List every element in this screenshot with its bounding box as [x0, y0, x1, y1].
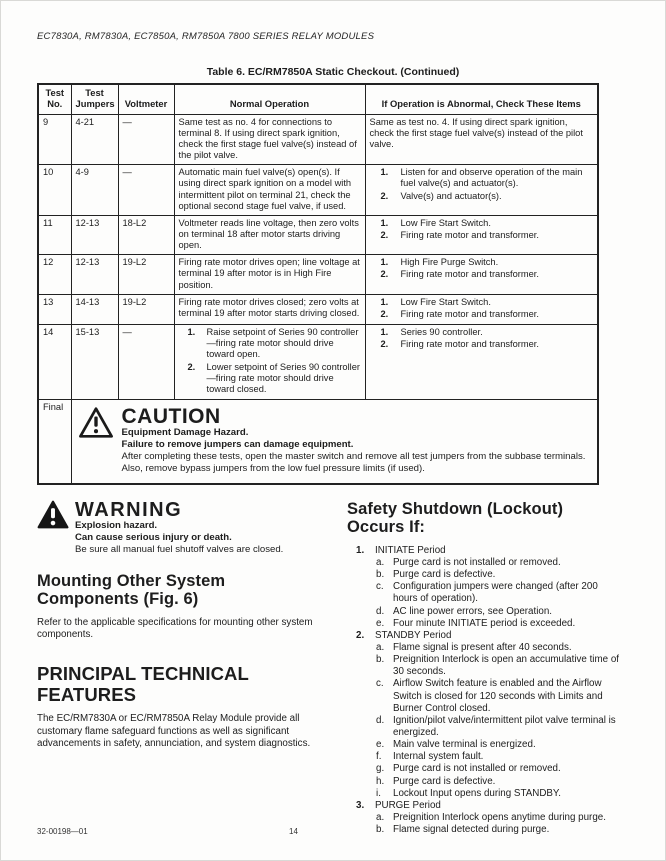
cell-jumpers: 15-13: [71, 325, 118, 400]
cell-abnormal: [365, 294, 598, 324]
caution-line2: Failure to remove jumpers can damage equipment.: [121, 438, 354, 450]
cell-abnormal: Same as test no. 4. If using direct spark ignition, check the first stage fuel valve(s) instead of the pilot valve.: [365, 114, 598, 165]
principal-body: The EC/RM7830A or EC/RM7850A Relay Module provide all customary flame safeguard functions as well as significant advancements in safety, annunciation, and system diagnostics.: [37, 713, 311, 750]
footer-doc-number: 32-00198—01: [37, 827, 88, 836]
sub-list-item: Purge card is defective.: [393, 775, 496, 787]
table-row: [38, 114, 598, 165]
mounting-heading: Mounting Other System Components (Fig. 6): [37, 571, 226, 609]
table-row: [38, 165, 598, 216]
table-header-row: [38, 84, 598, 114]
cell-normal: Voltmeter reads line voltage, then zero volts on terminal 18 after motor starts driving open.: [174, 215, 365, 254]
cell-final-label: Final: [38, 400, 71, 484]
warning-body: Be sure all manual fuel shutoff valves are closed.: [75, 543, 284, 555]
list-item: Low Fire Start Switch.: [400, 296, 491, 307]
cell-test-no: 13: [38, 294, 71, 324]
sub-list-item: Flame signal detected during purge.: [393, 824, 550, 836]
static-checkout-table: [37, 83, 599, 485]
warning-line2: Can cause serious injury or death.: [75, 531, 232, 543]
sub-list-item: Internal system fault.: [393, 751, 484, 763]
sub-list-item: Four minute INITIATE period is exceeded.: [393, 617, 576, 629]
cell-test-no: 11: [38, 215, 71, 254]
list-item-label: STANDBY Period: [375, 629, 452, 641]
caution-body: After completing these tests, open the master switch and remove all test jumpers from the subbase terminals. Also, remove bypass jumpers from the low fuel pressure limits (if used).: [121, 450, 586, 474]
cell-normal: [174, 325, 365, 400]
cell-abnormal: [365, 165, 598, 216]
cell-abnormal: [365, 325, 598, 400]
cell-voltmeter: —: [118, 165, 174, 216]
list-item: Valve(s) and actuator(s).: [400, 190, 502, 201]
list-item-label: INITIATE Period: [375, 544, 446, 556]
caution-line1: Equipment Damage Hazard.: [121, 427, 249, 438]
sub-list-item: Ignition/pilot valve/intermittent pilot valve terminal is energized.: [393, 714, 616, 738]
sub-list-item: Flame signal is present after 40 seconds.: [393, 642, 572, 653]
list-item-label: PURGE Period: [375, 799, 441, 811]
col-header-normal-operation: Normal Operation: [174, 84, 365, 114]
table-row: [38, 325, 598, 400]
cell-normal: Automatic main fuel valve(s) open(s). If using direct spark ignition on a model with intermittent pilot on terminal 21, check the optional second stage fuel valve, if used.: [174, 165, 365, 216]
safety-shutdown-heading: Safety Shutdown (Lockout) Occurs If:: [347, 499, 564, 537]
caution-block: [78, 406, 592, 475]
cell-abnormal: [365, 215, 598, 254]
warning-line1: Explosion hazard.: [75, 519, 158, 531]
cell-normal: Firing rate motor drives closed; zero volts at terminal 19 after motor starts driving closed.: [174, 294, 365, 324]
col-header-voltmeter: Voltmeter: [118, 84, 174, 114]
sub-list-item: Lockout Input opens during STANDBY.: [393, 787, 561, 799]
list-item: Lower setpoint of Series 90 controller—firing rate motor should drive toward closed.: [206, 361, 360, 394]
right-column: [347, 500, 623, 836]
caution-title: CAUTION: [121, 405, 221, 428]
warning-title: WARNING: [75, 498, 183, 521]
list-item: Firing rate motor and transformer.: [400, 269, 539, 280]
table-row: [38, 215, 598, 254]
cell-normal: Firing rate motor drives open; line voltage at terminal 19 after motor is in High Fire position.: [174, 255, 365, 294]
list-item: Firing rate motor and transformer.: [400, 339, 539, 350]
cell-voltmeter: —: [118, 325, 174, 400]
sub-list-item: Purge card is not installed or removed.: [393, 557, 561, 569]
warning-triangle-icon: [37, 500, 69, 529]
list-item: [347, 545, 623, 630]
safety-shutdown-list: [347, 545, 623, 836]
table-row: [38, 255, 598, 294]
table-final-row: [38, 400, 598, 484]
warning-block: [37, 500, 325, 556]
cell-normal: Same test as no. 4 for connections to terminal 8. If using direct spark ignition, check the first stage fuel valve(s) instead of the pilot valve.: [174, 114, 365, 165]
list-item: Listen for and observe operation of the main fuel valve(s) and actuator(s).: [400, 167, 583, 189]
cell-voltmeter: 18-L2: [118, 215, 174, 254]
cell-jumpers: 12-13: [71, 215, 118, 254]
cell-test-no: 10: [38, 165, 71, 216]
list-item: Low Fire Start Switch.: [400, 217, 491, 228]
cell-jumpers: 14-13: [71, 294, 118, 324]
sub-list-item: AC line power errors, see Operation.: [393, 605, 552, 617]
cell-abnormal: [365, 255, 598, 294]
cell-jumpers: 4-9: [71, 165, 118, 216]
footer-page-number: 14: [289, 827, 298, 836]
cell-jumpers: 4-21: [71, 114, 118, 165]
caution-triangle-icon: [78, 406, 114, 439]
sub-list-item: Main valve terminal is energized.: [393, 739, 536, 751]
cell-test-no: 12: [38, 255, 71, 294]
sub-list-item: Configuration jumpers were changed (after 200 hours of operation).: [393, 581, 598, 605]
col-header-abnormal: If Operation is Abnormal, Check These Items: [365, 84, 598, 114]
caution-cell: [71, 400, 598, 484]
list-item: Firing rate motor and transformer.: [400, 229, 539, 240]
table-title: Table 6. EC/RM7850A Static Checkout. (Continued): [206, 66, 460, 78]
list-item: Firing rate motor and transformer.: [400, 308, 539, 319]
cell-voltmeter: 19-L2: [118, 255, 174, 294]
cell-test-no: 14: [38, 325, 71, 400]
sub-list-item: Purge card is defective.: [393, 569, 496, 581]
left-column: [37, 500, 325, 836]
col-header-test-jumpers: Test Jumpers: [71, 84, 118, 114]
sub-list-item: Preignition Interlock is open an accumulative time of 30 seconds.: [393, 654, 619, 678]
cell-test-no: 9: [38, 114, 71, 165]
cell-voltmeter: 19-L2: [118, 294, 174, 324]
cell-voltmeter: —: [118, 114, 174, 165]
sub-list-item: Airflow Switch feature is enabled and the Airflow Switch is closed for 120 seconds with Limits and Burner Control closed.: [393, 678, 603, 714]
page-footer: [37, 827, 629, 836]
list-item: Series 90 controller.: [400, 327, 483, 338]
mounting-body: Refer to the applicable specifications for mounting other system components.: [37, 616, 313, 641]
list-item: Raise setpoint of Series 90 controller—firing rate motor should drive toward open.: [206, 327, 359, 360]
cell-jumpers: 12-13: [71, 255, 118, 294]
doc-header: EC7830A, RM7830A, EC7850A, RM7850A 7800 SERIES RELAY MODULES: [37, 31, 375, 42]
list-item: [347, 630, 623, 800]
sub-list-item: Preignition Interlock opens anytime during purge.: [393, 811, 606, 823]
list-item: High Fire Purge Switch.: [400, 257, 499, 268]
sub-list-item: Purge card is not installed or removed.: [393, 763, 561, 775]
principal-heading: PRINCIPAL TECHNICAL FEATURES: [37, 662, 249, 705]
table-row: [38, 294, 598, 324]
col-header-test-no: Test No.: [38, 84, 71, 114]
